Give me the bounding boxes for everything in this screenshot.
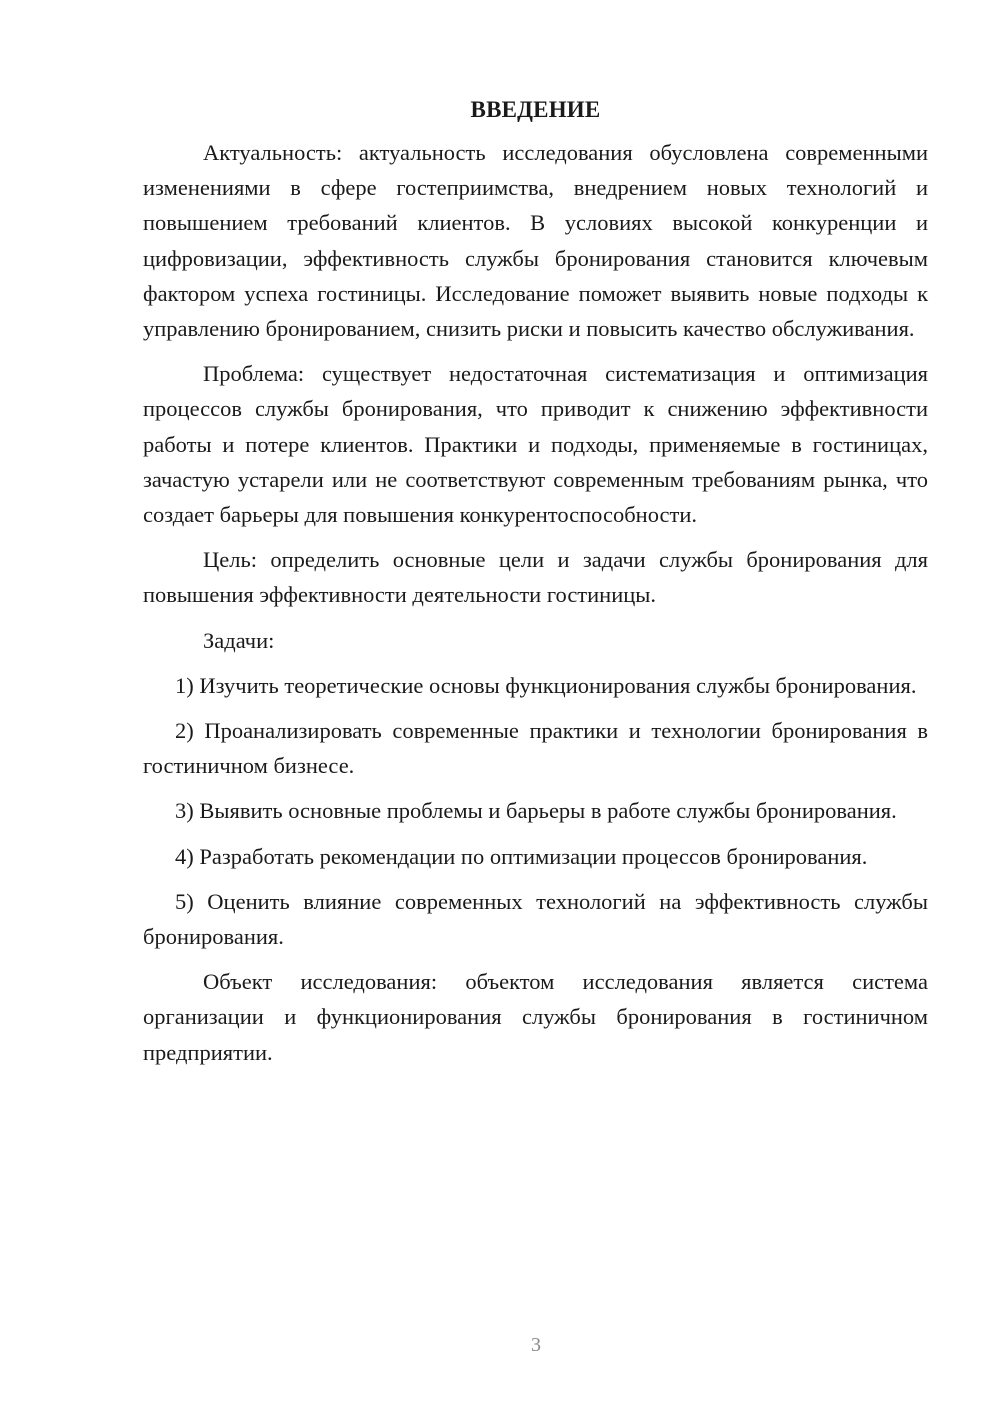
goal-paragraph: Цель: определить основные цели и задачи службы бронирования для повышения эффективности деятельности гостиницы. (143, 547, 928, 608)
problem-paragraph: Проблема: существует недостаточная систематизация и оптимизация процессов службы бронирования, что приводит к снижению эффективности работы и потере клиентов. Практики и подходы, применяемые в гостиницах, зачастую устарели или не соответствуют современным требованиям рынка, что создает барьеры для повышения конкурентоспособности. (143, 361, 928, 528)
page-number: 3 (531, 1334, 541, 1356)
task-item-2: 2) Проанализировать современные практики и технологии бронирования в гостиничном бизнесе. (143, 718, 928, 779)
relevance-paragraph: Актуальность: актуальность исследования обусловлена современными изменениями в сфере гостеприимства, внедрением новых технологий и повышением требований клиентов. В условиях высокой конкуренции и цифровизации, эффективность службы бронирования становится ключевым фактором успеха гостиницы. Исследование поможет выявить новые подходы к управлению бронированием, снизить риски и повысить качество обслуживания. (143, 140, 928, 342)
section-heading: ВВЕДЕНИЕ (470, 97, 601, 122)
task-item-5: 5) Оценить влияние современных технологий на эффективность службы бронирования. (143, 888, 928, 950)
task-item-1: 1) Изучить теоретические основы функционирования службы бронирования. (175, 672, 917, 698)
object-paragraph: Объект исследования: объектом исследования является система организации и функционирования службы бронирования в гостиничном предприятии. (143, 969, 928, 1065)
task-item-4: 4) Разработать рекомендации по оптимизации процессов бронирования. (175, 843, 868, 869)
tasks-label: Задачи: (203, 627, 275, 653)
document-page (143, 92, 928, 1080)
task-item-3: 3) Выявить основные проблемы и барьеры в работе службы бронирования. (175, 798, 897, 824)
